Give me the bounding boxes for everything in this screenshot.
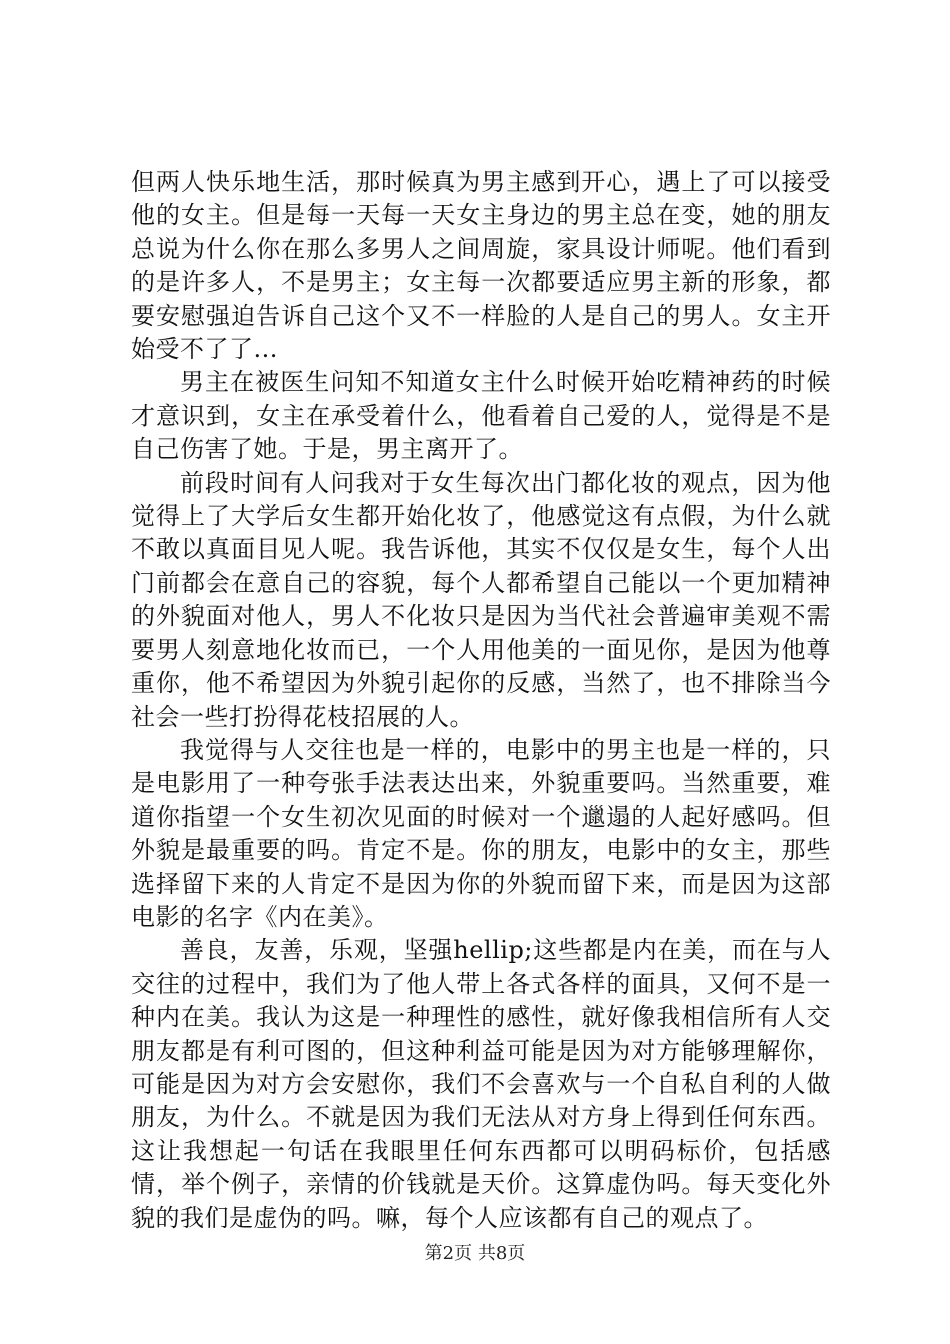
paragraph: 前段时间有人问我对于女生每次出门都化妆的观点，因为他觉得上了大学后女生都开始化妆了，他感觉这有点假，为什么就不敢以真面目见人呢。我告诉他，其实不仅仅是女生，每个人出门前都会在意自己的容貌，每个人都希望自己能以一个更加精神的外貌面对他人，男人不化妆只是因为当代社会普遍审美观不需要男人刻意地化妆而已，一个人用他美的一面见你，是因为他尊重你，他不希望因为外貌引起你的反感，当然了，也不排除当今社会一些打扮得花枝招展的人。 (131, 468, 831, 731)
page-number-footer: 第2页 共8页 (424, 1243, 526, 1264)
paragraph: 但两人快乐地生活，那时候真为男主感到开心，遇上了可以接受他的女主。但是每一天每一天女主身边的男主总在变，她的朋友总说为什么你在那么多男人之间周旋，家具设计师呢。他们看到的是许多人，不是男主；女主每一次都要适应男主新的形象，都要安慰强迫告诉自己这个又不一样脸的人是自己的男人。女主开始受不了了... (131, 168, 831, 364)
paragraph: 男主在被医生问知不知道女主什么时候开始吃精神药的时候才意识到，女主在承受着什么，他看着自己爱的人，觉得是不是自己伤害了她。于是，男主离开了。 (131, 368, 831, 464)
paragraph: 我觉得与人交往也是一样的，电影中的男主也是一样的，只是电影用了一种夸张手法表达出来，外貌重要吗。当然重要，难道你指望一个女生初次见面的时候对一个邋遢的人起好感吗。但外貌是最重要的吗。肯定不是。你的朋友，电影中的女主，那些选择留下来的人肯定不是因为你的外貌而留下来，而是因为这部电影的名字《内在美》。 (131, 735, 831, 931)
document-body (131, 166, 831, 1235)
paragraph: 善良，友善，乐观，坚强hellip;这些都是内在美，而在与人交往的过程中，我们为了他人带上各式各样的面具，又何不是一种内在美。我认为这是一种理性的感性，就好像我相信所有人交朋友都是有利可图的，但这种利益可能是因为对方能够理解你，可能是因为对方会安慰你，我们不会喜欢与一个自私自利的人做朋友，为什么。不就是因为我们无法从对方身上得到任何东西。这让我想起一句话在我眼里任何东西都可以明码标价，包括感情，举个例子，亲情的价钱就是天价。这算虚伪吗。每天变化外貌的我们是虚伪的吗。嘛，每个人应该都有自己的观点了。 (131, 936, 831, 1232)
